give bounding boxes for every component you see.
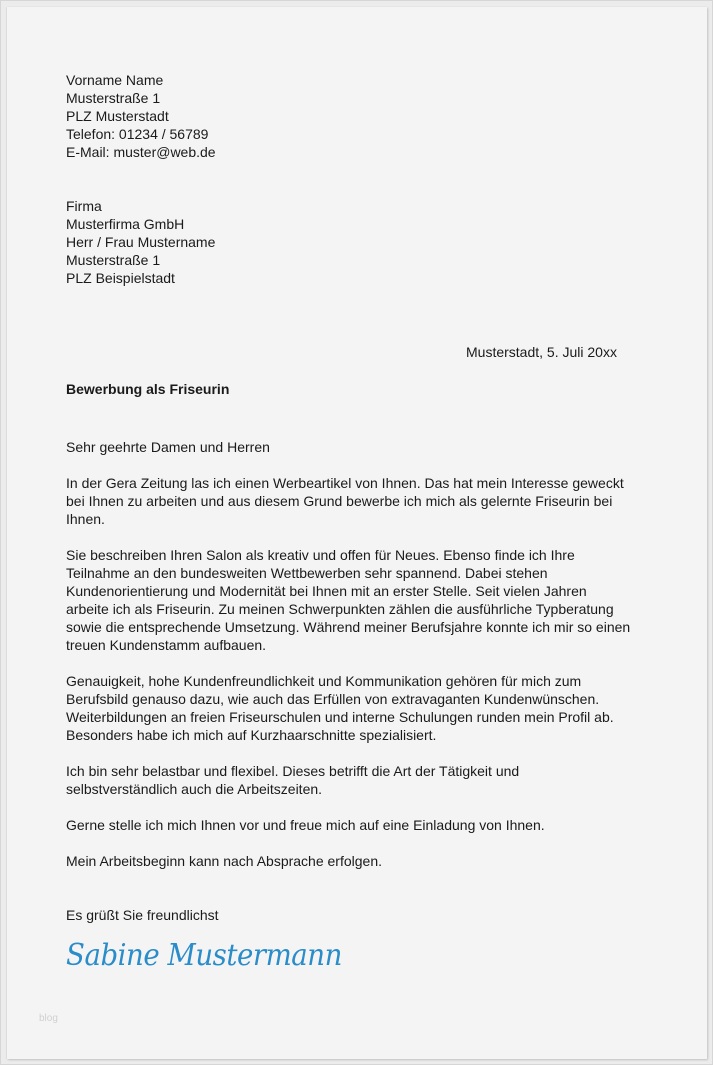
text-line: sowie die entsprechende Umsetzung. Während meiner Berufsjahre konnte ich mir so einen [66, 619, 631, 635]
text-line: Ihnen. [66, 511, 105, 527]
sender-address [66, 71, 216, 161]
letter-closing: Es grüßt Sie freundlichst [66, 907, 219, 923]
text-line: Weiterbildungen an freien Friseurschulen und interne Schulungen runden mein Profil ab. [66, 709, 614, 725]
handwritten-signature: Sabine Mustermann [66, 938, 342, 973]
text-line: Genauigkeit, hohe Kundenfreundlichkeit und Kommunikation gehören für mich zum [66, 673, 582, 689]
body-paragraph-4 [66, 762, 646, 798]
letter-salutation: Sehr geehrte Damen und Herren [66, 439, 270, 455]
text-line: Berufsbild genauso dazu, wie auch das Erfüllen von extravaganten Kundenwünschen. [66, 691, 600, 707]
recipient-street: Musterstraße 1 [66, 252, 161, 268]
body-paragraph-6 [66, 852, 646, 870]
text-line: treuen Kundenstamm aufbauen. [66, 637, 267, 653]
letter-paper [7, 7, 707, 1059]
text-line: Kundenorientierung und Modernität bei Ihnen mit an erster Stelle. Seit vielen Jahren [66, 583, 587, 599]
recipient-company: Musterfirma GmbH [66, 216, 185, 232]
text-line: In der Gera Zeitung las ich einen Werbeartikel von Ihnen. Das hat mein Interesse geweckt [66, 475, 624, 491]
body-paragraph-3 [66, 672, 646, 744]
letter-date: Musterstadt, 5. Juli 20xx [466, 344, 617, 360]
sender-email: E-Mail: muster@web.de [66, 144, 216, 160]
body-paragraph-1 [66, 474, 646, 528]
text-line: Mein Arbeitsbeginn kann nach Absprache erfolgen. [66, 853, 382, 869]
text-line: Sie beschreiben Ihren Salon als kreativ und offen für Neues. Ebenso finde ich Ihre [66, 547, 575, 563]
text-line: Teilnahme an den bundesweiten Wettbewerben sehr spannend. Dabei stehen [66, 565, 548, 581]
recipient-city: PLZ Beispielstadt [66, 270, 175, 286]
text-line: Besonders habe ich mich auf Kurzhaarschnitte spezialisiert. [66, 727, 437, 743]
sender-phone: Telefon: 01234 / 56789 [66, 126, 209, 142]
text-line: arbeite ich als Friseurin. Zu meinen Schwerpunkten zählen die ausführliche Typberatung [66, 601, 614, 617]
sender-city: PLZ Musterstadt [66, 108, 169, 124]
sender-street: Musterstraße 1 [66, 90, 161, 106]
recipient-company-label: Firma [66, 198, 102, 214]
text-line: Ich bin sehr belastbar und flexibel. Dieses betrifft die Art der Tätigkeit und [66, 763, 520, 779]
text-line: bei Ihnen zu arbeiten und aus diesem Grund bewerbe ich mich als gelernte Friseurin bei [66, 493, 613, 509]
text-line: Gerne stelle ich mich Ihnen vor und freue mich auf eine Einladung von Ihnen. [66, 817, 545, 833]
body-paragraph-5 [66, 816, 646, 834]
text-line: selbstverständlich auch die Arbeitszeiten. [66, 781, 323, 797]
sender-name: Vorname Name [66, 72, 164, 88]
recipient-contact: Herr / Frau Mustername [66, 234, 216, 250]
letter-subject: Bewerbung als Friseurin [66, 381, 230, 397]
watermark-text: blog [39, 1013, 58, 1024]
recipient-address [66, 197, 215, 287]
body-paragraph-2 [66, 546, 646, 654]
